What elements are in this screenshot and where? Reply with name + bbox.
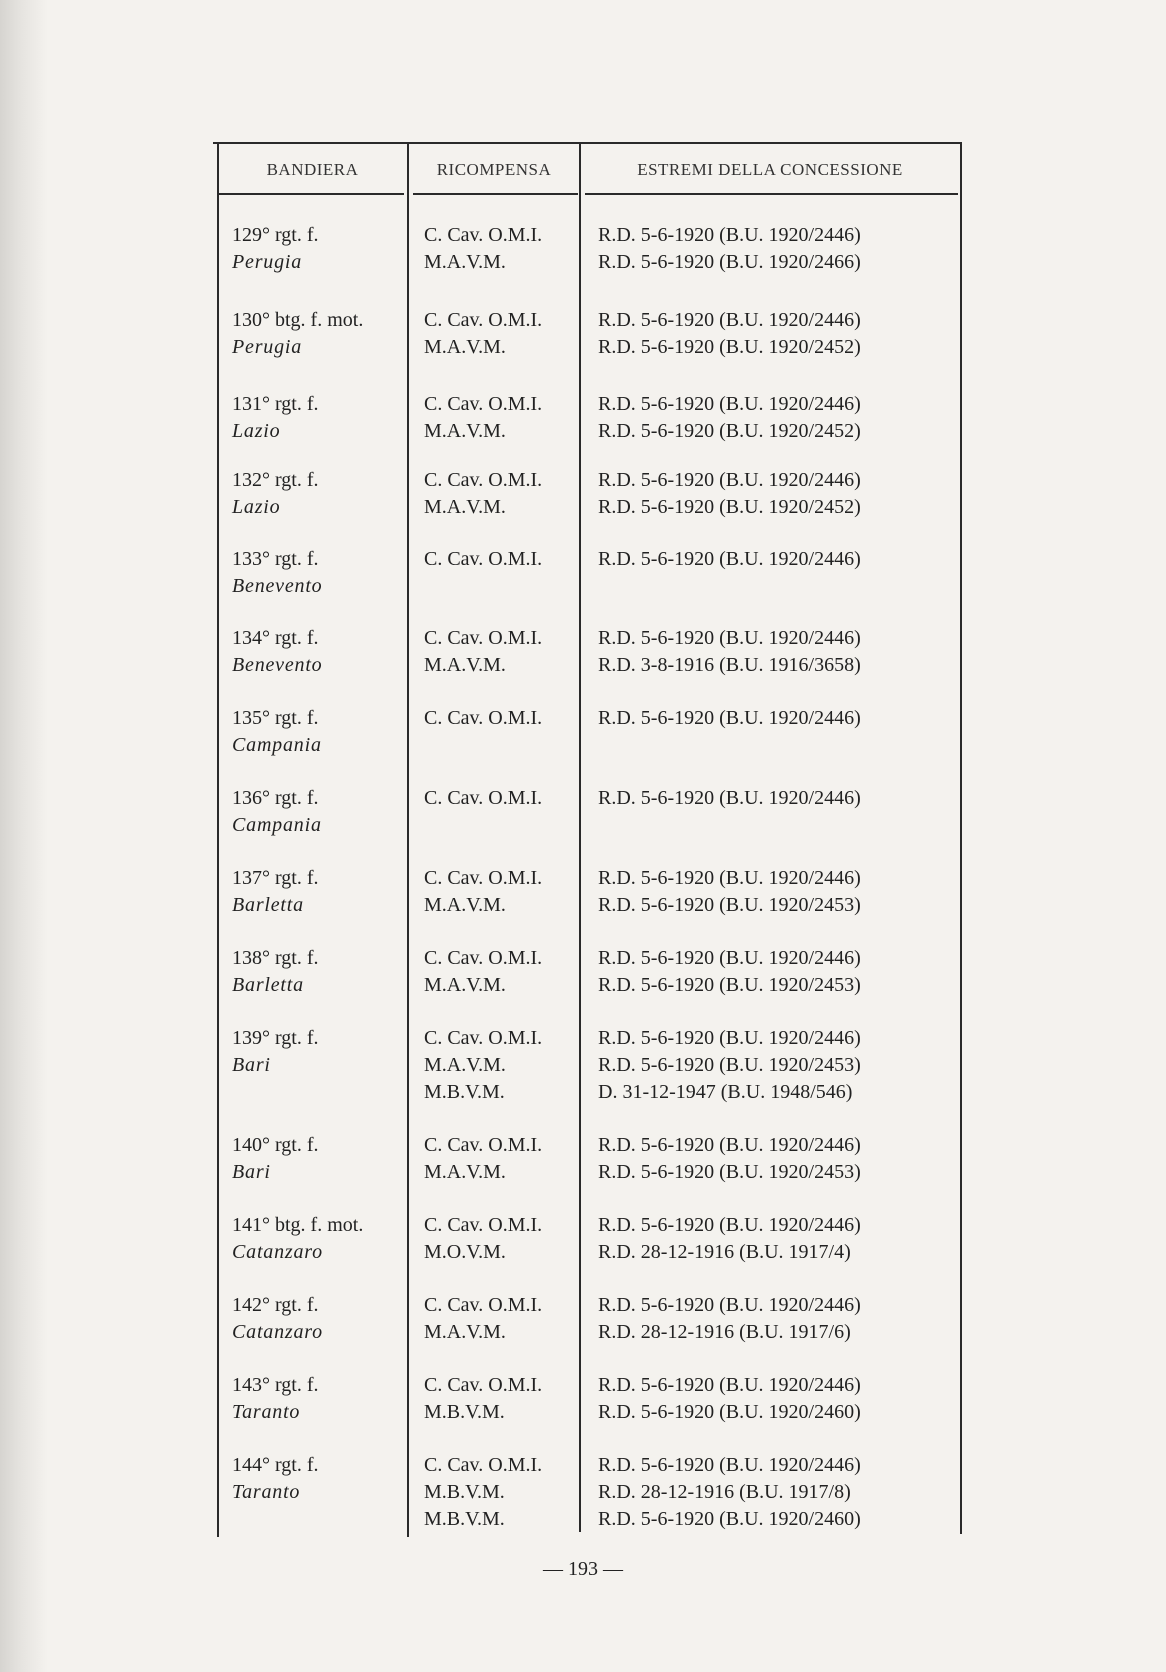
concession-reference: R.D. 5-6-1920 (B.U. 1920/2446) — [598, 1134, 861, 1156]
concession-reference: R.D. 5-6-1920 (B.U. 1920/2446) — [598, 1454, 861, 1476]
award-code: M.A.V.M. — [424, 496, 506, 518]
unit-place: Barletta — [232, 974, 304, 996]
award-code: M.A.V.M. — [424, 1161, 506, 1183]
award-code: M.A.V.M. — [424, 974, 506, 996]
unit-place: Bari — [232, 1161, 271, 1183]
award-code: C. Cav. O.M.I. — [424, 787, 543, 809]
unit-label: 137° rgt. f. — [232, 867, 319, 889]
concession-reference: R.D. 5-6-1920 (B.U. 1920/2446) — [598, 1294, 861, 1316]
award-code: C. Cav. O.M.I. — [424, 393, 543, 415]
concession-reference: R.D. 5-6-1920 (B.U. 1920/2446) — [598, 787, 861, 809]
column-header-ricompensa: RICOMPENSA — [436, 160, 552, 179]
award-code: C. Cav. O.M.I. — [424, 1374, 543, 1396]
unit-place: Benevento — [232, 654, 323, 676]
award-code: M.A.V.M. — [424, 654, 506, 676]
concession-reference: R.D. 5-6-1920 (B.U. 1920/2446) — [598, 1027, 861, 1049]
page-number: — 193 — — [543, 1558, 623, 1580]
award-code: M.A.V.M. — [424, 251, 506, 273]
unit-label: 144° rgt. f. — [232, 1454, 319, 1476]
award-code: C. Cav. O.M.I. — [424, 224, 543, 246]
award-code: C. Cav. O.M.I. — [424, 1454, 543, 1476]
concession-reference: R.D. 5-6-1920 (B.U. 1920/2446) — [598, 393, 861, 415]
unit-label: 141° btg. f. mot. — [232, 1214, 364, 1236]
unit-label: 143° rgt. f. — [232, 1374, 319, 1396]
unit-place: Perugia — [232, 251, 303, 273]
concession-reference: R.D. 3-8-1916 (B.U. 1916/3658) — [598, 654, 861, 676]
unit-label: 136° rgt. f. — [232, 787, 319, 809]
award-code: C. Cav. O.M.I. — [424, 947, 543, 969]
concession-reference: R.D. 5-6-1920 (B.U. 1920/2453) — [598, 1161, 861, 1183]
unit-place: Campania — [232, 814, 322, 836]
concession-reference: D. 31-12-1947 (B.U. 1948/546) — [598, 1081, 853, 1103]
concession-reference: R.D. 5-6-1920 (B.U. 1920/2446) — [598, 627, 861, 649]
unit-label: 140° rgt. f. — [232, 1134, 319, 1156]
concession-reference: R.D. 5-6-1920 (B.U. 1920/2446) — [598, 947, 861, 969]
concession-reference: R.D. 5-6-1920 (B.U. 1920/2446) — [598, 224, 861, 246]
concession-reference: R.D. 5-6-1920 (B.U. 1920/2453) — [598, 974, 861, 996]
concession-reference: R.D. 5-6-1920 (B.U. 1920/2446) — [598, 1214, 861, 1236]
award-code: M.A.V.M. — [424, 894, 506, 916]
concession-reference: R.D. 5-6-1920 (B.U. 1920/2453) — [598, 894, 861, 916]
unit-place: Taranto — [232, 1401, 301, 1423]
award-code: M.B.V.M. — [424, 1508, 505, 1530]
award-code: M.A.V.M. — [424, 336, 506, 358]
concession-reference: R.D. 28-12-1916 (B.U. 1917/8) — [598, 1481, 851, 1503]
concession-reference: R.D. 5-6-1920 (B.U. 1920/2466) — [598, 251, 861, 273]
unit-label: 133° rgt. f. — [232, 548, 319, 570]
unit-place: Bari — [232, 1054, 271, 1076]
award-code: M.B.V.M. — [424, 1401, 505, 1423]
concession-reference: R.D. 5-6-1920 (B.U. 1920/2452) — [598, 496, 861, 518]
award-code: M.B.V.M. — [424, 1481, 505, 1503]
unit-place: Taranto — [232, 1481, 301, 1503]
concession-reference: R.D. 5-6-1920 (B.U. 1920/2452) — [598, 336, 861, 358]
unit-label: 139° rgt. f. — [232, 1027, 319, 1049]
award-code: C. Cav. O.M.I. — [424, 867, 543, 889]
unit-place: Lazio — [232, 420, 281, 442]
concession-reference: R.D. 5-6-1920 (B.U. 1920/2446) — [598, 707, 861, 729]
concession-reference: R.D. 5-6-1920 (B.U. 1920/2446) — [598, 1374, 861, 1396]
unit-place: Catanzaro — [232, 1241, 323, 1263]
unit-label: 131° rgt. f. — [232, 393, 319, 415]
award-code: M.A.V.M. — [424, 1054, 506, 1076]
concession-reference: R.D. 5-6-1920 (B.U. 1920/2446) — [598, 867, 861, 889]
award-code: C. Cav. O.M.I. — [424, 1214, 543, 1236]
award-code: C. Cav. O.M.I. — [424, 309, 543, 331]
award-code: M.A.V.M. — [424, 420, 506, 442]
unit-place: Catanzaro — [232, 1321, 323, 1343]
unit-label: 135° rgt. f. — [232, 707, 319, 729]
award-code: M.B.V.M. — [424, 1081, 505, 1103]
concession-reference: R.D. 28-12-1916 (B.U. 1917/6) — [598, 1321, 851, 1343]
unit-label: 142° rgt. f. — [232, 1294, 319, 1316]
concession-reference: R.D. 5-6-1920 (B.U. 1920/2446) — [598, 548, 861, 570]
column-header-bandiera: BANDIERA — [266, 160, 359, 179]
unit-place: Benevento — [232, 575, 323, 597]
unit-label: 130° btg. f. mot. — [232, 309, 364, 331]
concession-reference: R.D. 5-6-1920 (B.U. 1920/2446) — [598, 309, 861, 331]
concession-reference: R.D. 5-6-1920 (B.U. 1920/2452) — [598, 420, 861, 442]
award-code: C. Cav. O.M.I. — [424, 548, 543, 570]
unit-label: 129° rgt. f. — [232, 224, 319, 246]
award-code: C. Cav. O.M.I. — [424, 1027, 543, 1049]
unit-place: Campania — [232, 734, 322, 756]
unit-label: 132° rgt. f. — [232, 469, 319, 491]
unit-place: Lazio — [232, 496, 281, 518]
concession-reference: R.D. 5-6-1920 (B.U. 1920/2453) — [598, 1054, 861, 1076]
award-code: C. Cav. O.M.I. — [424, 1134, 543, 1156]
concession-reference: R.D. 5-6-1920 (B.U. 1920/2460) — [598, 1508, 861, 1530]
unit-place: Perugia — [232, 336, 303, 358]
concession-reference: R.D. 28-12-1916 (B.U. 1917/4) — [598, 1241, 851, 1263]
concession-reference: R.D. 5-6-1920 (B.U. 1920/2446) — [598, 469, 861, 491]
award-code: M.O.V.M. — [424, 1241, 506, 1263]
column-header-estremi: ESTREMI DELLA CONCESSIONE — [637, 160, 903, 179]
unit-place: Barletta — [232, 894, 304, 916]
concession-reference: R.D. 5-6-1920 (B.U. 1920/2460) — [598, 1401, 861, 1423]
award-code: C. Cav. O.M.I. — [424, 1294, 543, 1316]
award-code: C. Cav. O.M.I. — [424, 469, 543, 491]
award-code: C. Cav. O.M.I. — [424, 707, 543, 729]
unit-label: 138° rgt. f. — [232, 947, 319, 969]
award-code: M.A.V.M. — [424, 1321, 506, 1343]
award-code: C. Cav. O.M.I. — [424, 627, 543, 649]
unit-label: 134° rgt. f. — [232, 627, 319, 649]
